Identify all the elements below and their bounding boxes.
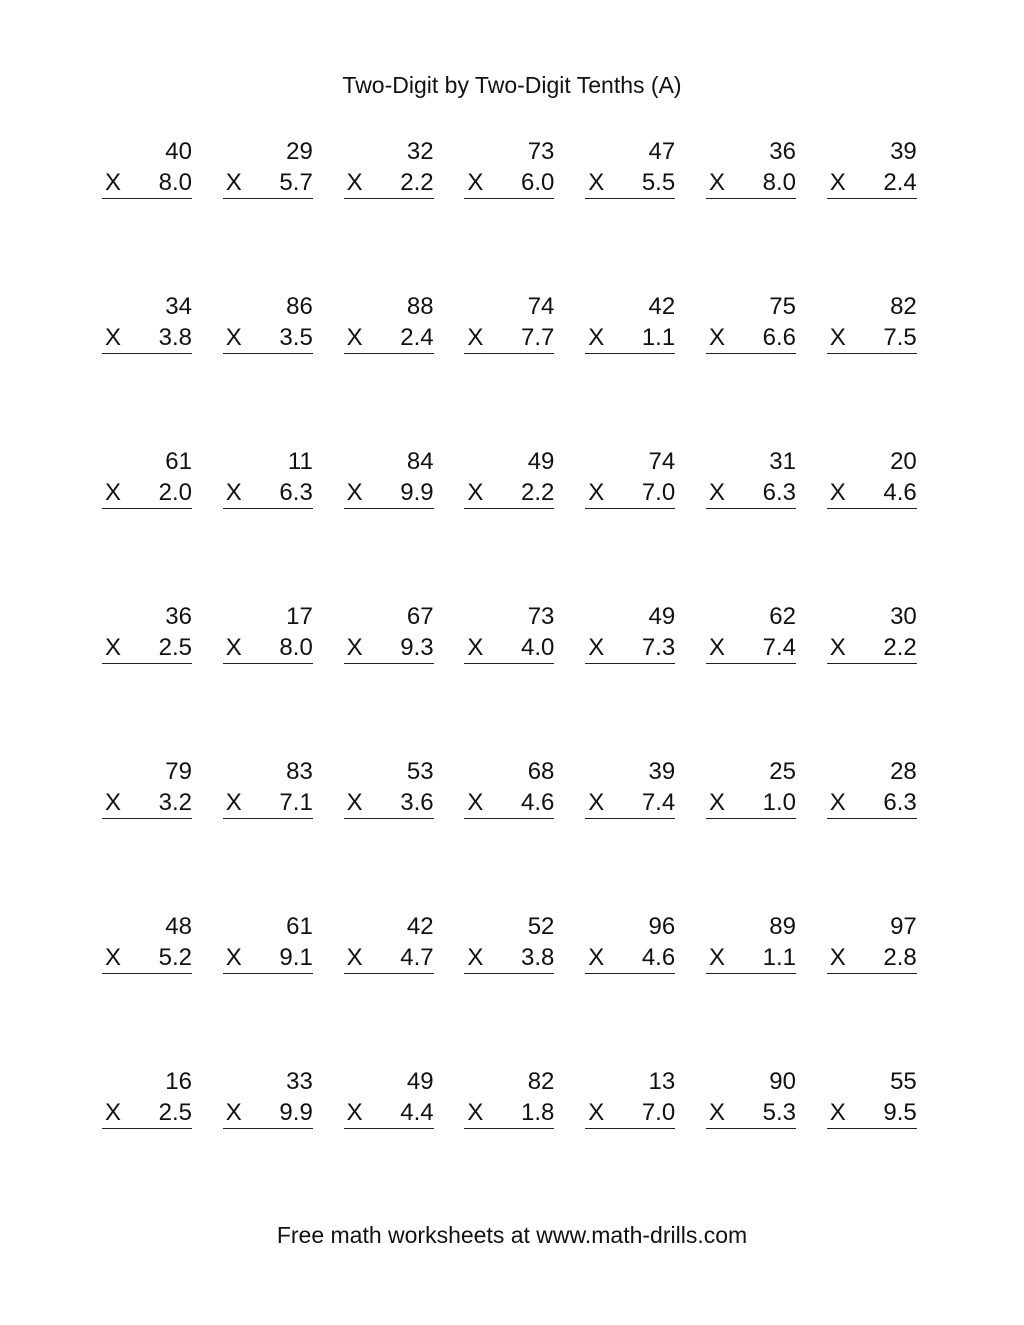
problem-multiplicand: 90	[769, 1068, 796, 1095]
multiply-operator: X	[225, 479, 242, 506]
problem-multiplicand: 40	[165, 138, 192, 165]
problem-multiplicand: 62	[769, 603, 796, 630]
problem-answer-line	[827, 633, 917, 664]
problem	[827, 446, 917, 506]
problem-multiplicand: 74	[527, 293, 555, 320]
problem-answer-line	[464, 788, 554, 819]
worksheet-title: Two-Digit by Two-Digit Tenths (A)	[342, 72, 682, 98]
problem-multiplicand: 97	[890, 913, 917, 940]
multiply-operator: X	[225, 324, 242, 351]
problem-multiplicand: 67	[406, 603, 434, 630]
problem	[585, 136, 675, 196]
problem-multiplicand: 33	[286, 1068, 313, 1095]
problem-multiplicand: 36	[769, 138, 796, 165]
problem	[102, 446, 192, 506]
problem-multiplier: 2.2	[400, 169, 434, 196]
multiply-operator: X	[588, 789, 605, 816]
problem-multiplicand: 49	[527, 448, 555, 475]
multiply-operator: X	[708, 169, 725, 196]
problem-multiplier: 9.5	[883, 1099, 917, 1126]
problem-answer-line	[344, 323, 434, 354]
problem-answer-line	[223, 788, 313, 819]
multiply-operator: X	[708, 324, 725, 351]
problem-answer-line	[827, 168, 917, 199]
problem-multiplicand: 88	[406, 293, 434, 320]
problem-multiplier: 4.4	[400, 1099, 434, 1126]
problem-multiplier: 1.0	[762, 789, 796, 816]
problem-multiplicand: 82	[890, 293, 917, 320]
problem-answer-line	[344, 943, 434, 974]
problem-multiplicand: 32	[406, 138, 434, 165]
problem-multiplicand: 48	[165, 913, 192, 940]
problem	[102, 601, 192, 661]
problem-answer-line	[706, 943, 796, 974]
problem-multiplier: 9.9	[279, 1099, 313, 1126]
multiply-operator: X	[346, 169, 363, 196]
problem	[223, 136, 313, 196]
problem	[344, 601, 434, 661]
problem	[827, 911, 917, 971]
problem-answer-line	[464, 633, 554, 664]
problem-answer-line	[102, 633, 192, 664]
problem-answer-line	[464, 943, 554, 974]
multiply-operator: X	[467, 169, 484, 196]
problem-multiplier: 4.0	[521, 634, 555, 661]
problem-multiplier: 6.3	[762, 479, 796, 506]
problem-multiplicand: 28	[890, 758, 917, 785]
multiply-operator: X	[105, 789, 122, 816]
problem-answer-line	[102, 323, 192, 354]
problem-answer-line	[223, 1098, 313, 1129]
problem	[464, 601, 554, 661]
problem-answer-line	[706, 788, 796, 819]
problem-multiplicand: 84	[406, 448, 434, 475]
problem	[223, 1066, 313, 1126]
problem-answer-line	[102, 943, 192, 974]
problem	[344, 756, 434, 816]
problem-multiplicand: 49	[406, 1068, 434, 1095]
problem-multiplier: 8.0	[762, 169, 796, 196]
problem-multiplier: 2.5	[158, 1099, 192, 1126]
problem	[464, 1066, 554, 1126]
problem	[223, 756, 313, 816]
multiply-operator: X	[346, 789, 363, 816]
problem	[706, 1066, 796, 1126]
problem-answer-line	[585, 943, 675, 974]
problem-multiplicand: 49	[648, 603, 676, 630]
problem-multiplicand: 17	[286, 603, 313, 630]
problem-multiplier: 4.6	[883, 479, 917, 506]
problem-multiplier: 2.4	[400, 324, 434, 351]
multiply-operator: X	[467, 1099, 484, 1126]
problem-multiplier: 6.3	[279, 479, 313, 506]
problem-multiplier: 9.9	[400, 479, 434, 506]
multiply-operator: X	[588, 944, 605, 971]
problem	[706, 911, 796, 971]
multiply-operator: X	[105, 944, 122, 971]
problem-answer-line	[223, 943, 313, 974]
problem-answer-line	[585, 788, 675, 819]
problem-multiplier: 7.4	[641, 789, 676, 816]
problem-multiplicand: 61	[286, 913, 313, 940]
problem-multiplier: 6.3	[883, 789, 917, 816]
problem-answer-line	[223, 323, 313, 354]
problem	[344, 136, 434, 196]
multiply-operator: X	[708, 479, 725, 506]
problem	[706, 136, 796, 196]
multiply-operator: X	[829, 324, 846, 351]
problem	[102, 756, 192, 816]
problem	[223, 911, 313, 971]
multiply-operator: X	[588, 634, 605, 661]
problem-multiplicand: 52	[527, 913, 555, 940]
problem	[223, 601, 313, 661]
problem-answer-line	[344, 478, 434, 509]
multiply-operator: X	[467, 634, 484, 661]
problem-multiplier: 6.0	[521, 169, 555, 196]
problem-multiplicand: 61	[165, 448, 192, 475]
problem	[706, 601, 796, 661]
multiply-operator: X	[225, 1099, 242, 1126]
problem-grid	[102, 136, 917, 1126]
problem-multiplicand: 55	[890, 1068, 917, 1095]
problem-multiplier: 3.6	[400, 789, 434, 816]
problem-multiplicand: 13	[648, 1068, 676, 1095]
problem	[223, 446, 313, 506]
multiply-operator: X	[225, 789, 242, 816]
problem-multiplier: 2.8	[883, 944, 917, 971]
problem	[585, 756, 675, 816]
problem-multiplier: 5.3	[762, 1099, 796, 1126]
problem	[102, 291, 192, 351]
problem-multiplier: 2.0	[158, 479, 192, 506]
problem-multiplier: 2.4	[883, 169, 917, 196]
problem-answer-line	[102, 478, 192, 509]
multiply-operator: X	[346, 944, 363, 971]
multiply-operator: X	[588, 324, 605, 351]
problem-answer-line	[344, 1098, 434, 1129]
footer-text: Free math worksheets at www.math-drills.com	[276, 1222, 748, 1248]
multiply-operator: X	[105, 634, 122, 661]
problem-multiplicand: 20	[890, 448, 917, 475]
multiply-operator: X	[467, 324, 484, 351]
problem-answer-line	[344, 633, 434, 664]
problem	[464, 911, 554, 971]
multiply-operator: X	[829, 479, 846, 506]
problem-answer-line	[464, 168, 554, 199]
problem-multiplier: 9.1	[279, 944, 313, 971]
problem	[344, 1066, 434, 1126]
problem-multiplier: 7.0	[641, 479, 676, 506]
problem-multiplier: 6.6	[762, 324, 796, 351]
problem-answer-line	[585, 323, 675, 354]
problem-answer-line	[344, 788, 434, 819]
problem	[344, 446, 434, 506]
problem-multiplicand: 30	[890, 603, 917, 630]
problem-answer-line	[706, 633, 796, 664]
problem-multiplier: 7.1	[279, 789, 313, 816]
problem-answer-line	[102, 1098, 192, 1129]
multiply-operator: X	[829, 944, 846, 971]
multiply-operator: X	[588, 169, 605, 196]
problem-multiplier: 2.2	[521, 479, 555, 506]
multiply-operator: X	[708, 789, 725, 816]
problem	[827, 136, 917, 196]
problem	[223, 291, 313, 351]
problem	[464, 756, 554, 816]
problem-multiplicand: 79	[165, 758, 192, 785]
problem-multiplier: 3.5	[279, 324, 313, 351]
problem-multiplicand: 68	[527, 758, 555, 785]
problem	[706, 291, 796, 351]
problem	[827, 291, 917, 351]
multiply-operator: X	[467, 944, 484, 971]
problem-multiplicand: 11	[287, 448, 313, 475]
problem	[464, 136, 554, 196]
problem	[344, 911, 434, 971]
problem-multiplicand: 47	[648, 138, 676, 165]
multiply-operator: X	[708, 634, 725, 661]
problem	[102, 1066, 192, 1126]
problem-answer-line	[706, 168, 796, 199]
problem-answer-line	[223, 168, 313, 199]
multiply-operator: X	[467, 789, 484, 816]
problem-answer-line	[102, 168, 192, 199]
problem-multiplicand: 31	[769, 448, 796, 475]
problem-answer-line	[827, 943, 917, 974]
problem-answer-line	[827, 323, 917, 354]
problem-multiplicand: 39	[648, 758, 676, 785]
problem-multiplier: 3.8	[521, 944, 555, 971]
multiply-operator: X	[467, 479, 484, 506]
problem-answer-line	[706, 323, 796, 354]
problem-answer-line	[827, 1098, 917, 1129]
multiply-operator: X	[708, 1099, 725, 1126]
problem-answer-line	[827, 478, 917, 509]
problem-multiplicand: 96	[648, 913, 676, 940]
problem	[827, 1066, 917, 1126]
problem-answer-line	[585, 1098, 675, 1129]
problem	[827, 756, 917, 816]
problem-multiplier: 4.6	[641, 944, 676, 971]
problem-multiplier: 7.7	[521, 324, 555, 351]
problem-multiplicand: 34	[165, 293, 192, 320]
problem-multiplicand: 36	[165, 603, 192, 630]
problem-multiplier: 7.3	[641, 634, 676, 661]
problem	[827, 601, 917, 661]
problem-multiplicand: 39	[890, 138, 917, 165]
problem-multiplicand: 42	[406, 913, 434, 940]
multiply-operator: X	[105, 1099, 122, 1126]
problem-multiplicand: 16	[165, 1068, 192, 1095]
multiply-operator: X	[105, 169, 122, 196]
problem-multiplicand: 73	[527, 138, 555, 165]
problem-multiplier: 4.7	[400, 944, 434, 971]
problem-answer-line	[102, 788, 192, 819]
problem	[102, 136, 192, 196]
problem-multiplier: 8.0	[279, 634, 313, 661]
multiply-operator: X	[105, 479, 122, 506]
problem-multiplicand: 53	[406, 758, 434, 785]
problem	[585, 1066, 675, 1126]
multiply-operator: X	[225, 634, 242, 661]
problem-answer-line	[344, 168, 434, 199]
multiply-operator: X	[346, 1099, 363, 1126]
problem-multiplier: 7.4	[762, 634, 796, 661]
problem	[464, 446, 554, 506]
problem-answer-line	[223, 633, 313, 664]
problem-multiplier: 1.8	[521, 1099, 555, 1126]
problem	[585, 911, 675, 971]
problem-answer-line	[706, 1098, 796, 1129]
problem-multiplicand: 83	[286, 758, 313, 785]
problem	[344, 291, 434, 351]
problem	[585, 446, 675, 506]
problem-answer-line	[827, 788, 917, 819]
problem-answer-line	[223, 478, 313, 509]
problem	[706, 446, 796, 506]
problem-multiplicand: 42	[648, 293, 676, 320]
problem-answer-line	[464, 323, 554, 354]
problem-multiplier: 3.2	[158, 789, 192, 816]
multiply-operator: X	[588, 479, 605, 506]
problem-multiplicand: 73	[527, 603, 555, 630]
problem-answer-line	[464, 478, 554, 509]
problem-answer-line	[585, 633, 675, 664]
problem	[585, 291, 675, 351]
problem-multiplicand: 82	[527, 1068, 555, 1095]
problem	[706, 756, 796, 816]
problem-multiplicand: 89	[769, 913, 796, 940]
problem-multiplier: 5.2	[158, 944, 192, 971]
problem	[585, 601, 675, 661]
multiply-operator: X	[225, 169, 242, 196]
problem-multiplier: 9.3	[400, 634, 434, 661]
multiply-operator: X	[829, 169, 846, 196]
problem-multiplier: 7.0	[641, 1099, 676, 1126]
problem-multiplier: 1.1	[641, 324, 676, 351]
multiply-operator: X	[588, 1099, 605, 1126]
problem-multiplier: 5.5	[641, 169, 676, 196]
multiply-operator: X	[829, 789, 846, 816]
multiply-operator: X	[346, 324, 363, 351]
problem-multiplicand: 74	[648, 448, 676, 475]
problem-multiplier: 1.1	[762, 944, 796, 971]
problem-answer-line	[464, 1098, 554, 1129]
multiply-operator: X	[708, 944, 725, 971]
multiply-operator: X	[105, 324, 122, 351]
multiply-operator: X	[225, 944, 242, 971]
multiply-operator: X	[829, 634, 846, 661]
problem-answer-line	[706, 478, 796, 509]
problem-multiplier: 5.7	[279, 169, 313, 196]
problem-multiplier: 7.5	[883, 324, 917, 351]
problem-multiplier: 4.6	[521, 789, 555, 816]
multiply-operator: X	[346, 479, 363, 506]
multiply-operator: X	[829, 1099, 846, 1126]
problem-answer-line	[585, 168, 675, 199]
problem-multiplier: 2.5	[158, 634, 192, 661]
problem-answer-line	[585, 478, 675, 509]
problem-multiplier: 3.8	[158, 324, 192, 351]
multiply-operator: X	[346, 634, 363, 661]
problem-multiplicand: 75	[769, 293, 796, 320]
problem	[464, 291, 554, 351]
problem-multiplier: 2.2	[883, 634, 917, 661]
problem-multiplicand: 25	[769, 758, 796, 785]
problem	[102, 911, 192, 971]
problem-multiplicand: 86	[286, 293, 313, 320]
problem-multiplier: 8.0	[158, 169, 192, 196]
problem-multiplicand: 29	[286, 138, 313, 165]
